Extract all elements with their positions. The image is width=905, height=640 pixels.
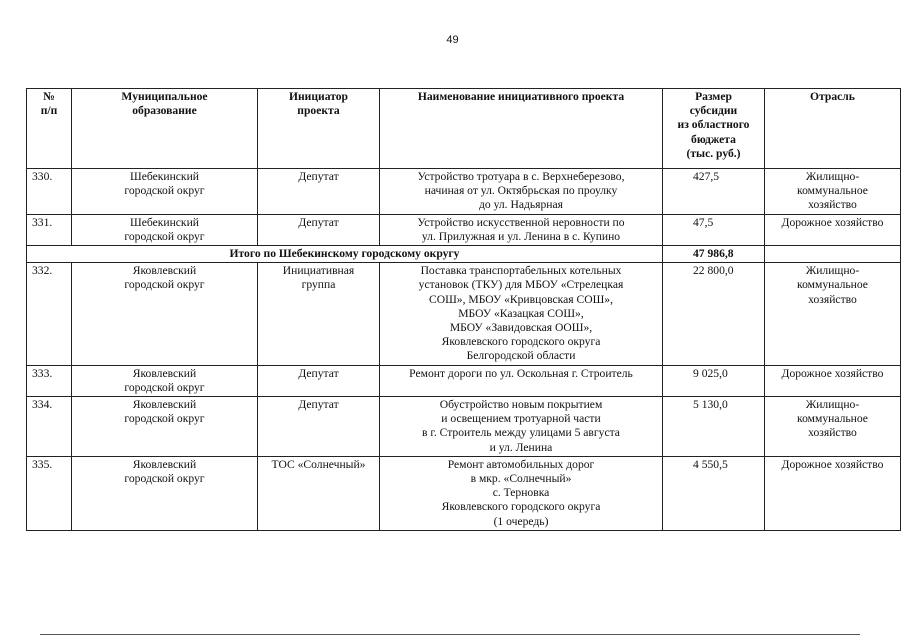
cell-line: Устройство искусственной неровности по (417, 215, 625, 229)
row-municipality (72, 365, 258, 396)
row-amount: 5 130,0 (663, 397, 765, 457)
total-label: Итого по Шебекинскому городскому округу (27, 246, 663, 263)
cell-line: коммунальное (797, 412, 868, 426)
row-project (380, 456, 663, 530)
row-sector (765, 365, 901, 396)
row-municipality (72, 214, 258, 245)
row-project (380, 169, 663, 215)
total-empty-cell (765, 246, 901, 263)
header-project (380, 89, 663, 169)
table-row (27, 397, 901, 457)
header-line: субсидии (689, 104, 738, 118)
cell-line: Депутат (298, 398, 339, 412)
cell-line: Обустройство новым покрытием (439, 398, 603, 412)
cell-line: городской округ (124, 229, 205, 243)
row-sector (765, 214, 901, 245)
row-sector (765, 263, 901, 365)
cell-line: городской округ (124, 472, 205, 486)
row-initiator (258, 397, 380, 457)
cell-line: группа (301, 278, 336, 292)
cell-line: Устройство тротуара в с. Верхнеберезово, (417, 170, 625, 183)
cell-line: Яковлевского городского округа (441, 335, 601, 349)
cell-line: Яковлевский (132, 264, 197, 278)
row-number: 334. (27, 397, 72, 457)
cell-line: коммунальное (797, 184, 868, 198)
row-municipality (72, 169, 258, 215)
row-sector (765, 456, 901, 530)
cell-line: Яковлевский (132, 457, 197, 471)
cell-line: Яковлевского городского округа (441, 500, 601, 514)
cell-line: МБОУ «Завидовская ООШ», (449, 321, 593, 335)
cell-line: Жилищно- (805, 170, 860, 183)
cell-line: (1 очередь) (493, 514, 549, 528)
cell-line: Шебекинский (130, 215, 199, 229)
row-amount: 9 025,0 (663, 365, 765, 396)
cell-line: в мкр. «Солнечный» (470, 472, 572, 486)
row-amount: 4 550,5 (663, 456, 765, 530)
row-amount: 47,5 (663, 214, 765, 245)
page-number: 49 (446, 34, 459, 46)
row-initiator (258, 365, 380, 396)
row-project (380, 397, 663, 457)
cell-line: коммунальное (797, 278, 868, 292)
header-number (27, 89, 72, 169)
cell-line: ТОС «Солнечный» (271, 457, 366, 471)
row-project (380, 365, 663, 396)
cell-line: Депутат (298, 215, 339, 229)
header-line: Наименование инициативного проекта (417, 90, 625, 103)
row-number: 330. (27, 169, 72, 215)
row-initiator (258, 456, 380, 530)
cell-line: Инициативная (282, 264, 355, 278)
row-initiator (258, 214, 380, 245)
header-line: (тыс. руб.) (686, 146, 741, 160)
header-initiator (258, 89, 380, 169)
header-line: п/п (40, 104, 58, 118)
cell-line: городской округ (124, 380, 205, 394)
header-amount (663, 89, 765, 169)
table-row (27, 169, 901, 215)
header-row (27, 89, 901, 169)
cell-line: хозяйство (808, 292, 857, 306)
total-row (27, 246, 901, 263)
table-row (27, 456, 901, 530)
cell-line: и освещением тротуарной части (441, 412, 601, 426)
cell-line: Жилищно- (805, 264, 860, 278)
cell-line: Дорожное хозяйство (781, 215, 884, 229)
cell-line: начиная от ул. Октябрьская по проулку (424, 184, 618, 198)
cell-line: Белгородской области (466, 349, 576, 363)
cell-line: городской округ (124, 278, 205, 292)
row-municipality (72, 397, 258, 457)
cell-line: ул. Прилужная и ул. Ленина в с. Купино (421, 229, 621, 243)
table-row (27, 365, 901, 396)
header-municipality (72, 89, 258, 169)
cell-line: городской округ (124, 412, 205, 426)
row-number: 335. (27, 456, 72, 530)
header-line: проекта (297, 104, 340, 118)
cell-line: с. Терновка (492, 486, 550, 500)
total-amount: 47 986,8 (663, 246, 765, 263)
row-project (380, 263, 663, 365)
row-municipality (72, 263, 258, 365)
row-number: 332. (27, 263, 72, 365)
cell-line: Депутат (298, 170, 339, 183)
row-sector (765, 397, 901, 457)
cell-line: СОШ», МБОУ «Кривцовская СОШ», (429, 292, 613, 306)
row-number: 333. (27, 365, 72, 396)
cell-line: хозяйство (808, 426, 857, 440)
cell-line: хозяйство (808, 198, 857, 212)
header-line: Размер (695, 90, 732, 103)
cell-line: городской округ (124, 184, 205, 198)
cell-line: МБОУ «Казацкая СОШ», (458, 306, 584, 320)
cell-line: Поставка транспортабельных котельных (420, 264, 622, 278)
header-line: из областного (677, 118, 750, 132)
scan-artifact-line (40, 634, 860, 635)
cell-line: Жилищно- (805, 398, 860, 412)
row-project (380, 214, 663, 245)
cell-line: Яковлевский (132, 398, 197, 412)
cell-line: Яковлевский (132, 366, 197, 380)
cell-line: в г. Строитель между улицами 5 августа (422, 426, 620, 440)
table-row (27, 263, 901, 365)
cell-line: Шебекинский (130, 170, 199, 183)
row-amount: 22 800,0 (663, 263, 765, 365)
row-amount: 427,5 (663, 169, 765, 215)
row-number: 331. (27, 214, 72, 245)
row-initiator (258, 169, 380, 215)
cell-line: Депутат (298, 366, 339, 380)
cell-line: Дорожное хозяйство (781, 366, 884, 380)
header-line: Отрасль (810, 90, 855, 103)
header-line: образование (132, 104, 197, 118)
cell-line: Дорожное хозяйство (781, 457, 884, 471)
table-row (27, 214, 901, 245)
header-sector (765, 89, 901, 169)
row-sector (765, 169, 901, 215)
row-municipality (72, 456, 258, 530)
header-line: Муниципальное (121, 90, 208, 103)
subsidy-table (26, 88, 901, 531)
cell-line: до ул. Надьярная (479, 198, 563, 212)
row-initiator (258, 263, 380, 365)
cell-line: Ремонт автомобильных дорог (447, 457, 595, 471)
header-line: бюджета (691, 132, 736, 146)
cell-line: и ул. Ленина (489, 440, 553, 454)
cell-line: Ремонт дороги по ул. Оскольная г. Строитель (409, 366, 633, 380)
cell-line: установок (ТКУ) для МБОУ «Стрелецкая (418, 278, 624, 292)
header-line: Инициатор (288, 90, 349, 103)
header-line: № (43, 90, 55, 103)
